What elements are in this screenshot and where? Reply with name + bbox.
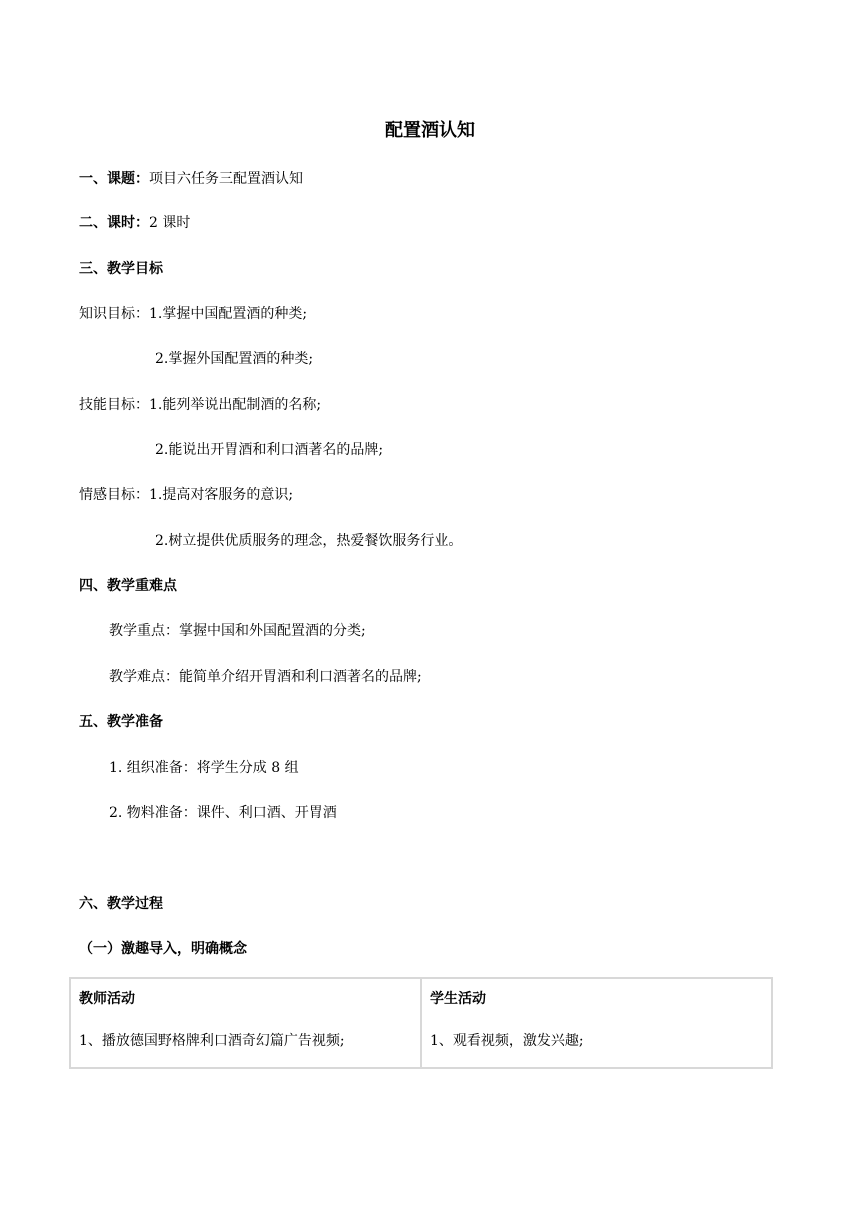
topic-line [79, 169, 303, 189]
teacher-activity-header: 教师活动 [79, 991, 135, 1007]
difficulty-text: 教学难点：能简单介绍开胃酒和利口酒著名的品牌; [109, 669, 422, 685]
document-title: 配置酒认知 [385, 120, 475, 141]
key-point-text: 教学重点：掌握中国和外国配置酒的分类; [109, 623, 366, 639]
class-hours-text: 2 课时 [149, 215, 191, 231]
topic-heading: 一、课题： [79, 171, 149, 187]
skill-goal-2: 2.能说出开胃酒和利口酒著名的品牌; [155, 442, 384, 458]
student-activity-header: 学生活动 [430, 991, 486, 1007]
skill-goal-1: 1.能列举说出配制酒的名称; [149, 397, 322, 413]
teacher-activity-cell [71, 979, 420, 1067]
teaching-process-heading: 六、教学过程 [79, 896, 163, 912]
preparation-item-1: 1. 组织准备：将学生分成 8 组 [109, 760, 299, 776]
key-difficulties-heading: 四、教学重难点 [79, 578, 177, 594]
emotion-goal-line [79, 485, 293, 505]
teacher-activity-item: 1、播放德国野格牌利口酒奇幻篇广告视频; [79, 1033, 345, 1049]
emotion-goal-1: 1.提高对客服务的意识; [149, 487, 294, 503]
skill-goal-label: 技能目标： [79, 397, 149, 413]
student-activity-item: 1、观看视频，激发兴趣; [430, 1033, 584, 1049]
activity-table [69, 977, 773, 1069]
skill-goal-line [79, 395, 321, 415]
class-hours-heading: 二、课时： [79, 215, 149, 231]
process-subheading: （一）激趣导入，明确概念 [79, 941, 247, 957]
preparation-item-2: 2. 物料准备：课件、利口酒、开胃酒 [109, 805, 337, 821]
emotion-goal-2: 2.树立提供优质服务的理念，热爱餐饮服务行业。 [155, 533, 463, 549]
teaching-goals-heading: 三、教学目标 [79, 261, 163, 277]
knowledge-goal-label: 知识目标： [79, 306, 149, 322]
topic-text: 项目六任务三配置酒认知 [149, 171, 303, 187]
knowledge-goal-1: 1.掌握中国配置酒的种类; [149, 306, 308, 322]
class-hours-line [79, 213, 190, 233]
student-activity-cell [420, 979, 771, 1067]
emotion-goal-label: 情感目标： [79, 487, 149, 503]
teaching-preparation-heading: 五、教学准备 [79, 714, 163, 730]
knowledge-goal-2: 2.掌握外国配置酒的种类; [155, 351, 314, 367]
knowledge-goal-line [79, 304, 307, 324]
